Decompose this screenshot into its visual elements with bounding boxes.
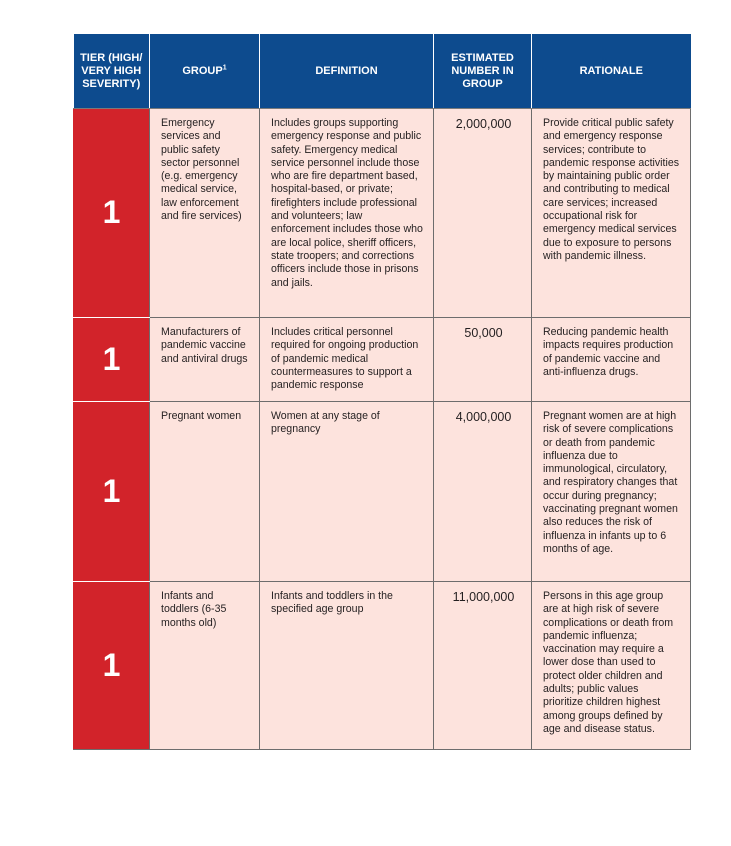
vaccine-priority-table xyxy=(73,34,691,750)
definition-cell: Includes groups supporting emergency response and public safety. Emergency medical service personnel include those who are fire department based, hospital-based, or private; firefighters include professional and volunteers; law enforcement includes those who are local police, sheriff officers, state troopers; and corrections officers include those in prisons and jails. xyxy=(260,109,434,318)
tier-cell: 1 xyxy=(74,109,150,318)
group-cell: Emergency services and public safety sector personnel (e.g. emergency medical service, law enforcement and fire services) xyxy=(150,109,260,318)
number-cell: 50,000 xyxy=(434,318,532,402)
tier-cell: 1 xyxy=(74,402,150,582)
header-group xyxy=(150,34,260,109)
group-cell: Infants and toddlers (6-35 months old) xyxy=(150,582,260,750)
header-definition: DEFINITION xyxy=(260,34,434,109)
rationale-cell: Pregnant women are at high risk of severe complications or death from pandemic influenza due to immunological, circulatory, and respiratory changes that occur during pregnancy; vaccinating pregnant women also reduces the risk of influenza in infants up to 6 months of age. xyxy=(532,402,691,582)
header-tier: TIER (HIGH/ VERY HIGH SEVERITY) xyxy=(74,34,150,109)
number-cell: 11,000,000 xyxy=(434,582,532,750)
header-group-label: GROUP xyxy=(182,64,223,77)
table-row xyxy=(74,402,691,582)
tier-cell: 1 xyxy=(74,318,150,402)
rationale-cell: Provide critical public safety and emergency response services; contribute to pandemic response activities by maintaining public order and contributing to medical care services; increased occupational risk for emergency medical services due to exposure to persons with pandemic illness. xyxy=(532,109,691,318)
table-row xyxy=(74,109,691,318)
group-cell: Manufacturers of pandemic vaccine and antiviral drugs xyxy=(150,318,260,402)
number-cell: 2,000,000 xyxy=(434,109,532,318)
header-estimated-number: ESTIMATED NUMBER IN GROUP xyxy=(434,34,532,109)
header-rationale: RATIONALE xyxy=(532,34,691,109)
table-header-row xyxy=(74,34,691,109)
table-row xyxy=(74,318,691,402)
definition-cell: Infants and toddlers in the specified age group xyxy=(260,582,434,750)
tier-cell: 1 xyxy=(74,582,150,750)
footnote-marker: 1 xyxy=(222,63,227,71)
table-row xyxy=(74,582,691,750)
rationale-cell: Persons in this age group are at high risk of severe complications or death from pandemic influenza; vaccination may require a lower dose than used to protect older children and adults; public values prioritize children highest among groups defined by age and disease status. xyxy=(532,582,691,750)
rationale-cell: Reducing pandemic health impacts requires production of pandemic vaccine and anti-influenza drugs. xyxy=(532,318,691,402)
group-cell: Pregnant women xyxy=(150,402,260,582)
definition-cell: Women at any stage of pregnancy xyxy=(260,402,434,582)
definition-cell: Includes critical personnel required for ongoing production of pandemic medical countermeasures to support a pandemic response xyxy=(260,318,434,402)
number-cell: 4,000,000 xyxy=(434,402,532,582)
